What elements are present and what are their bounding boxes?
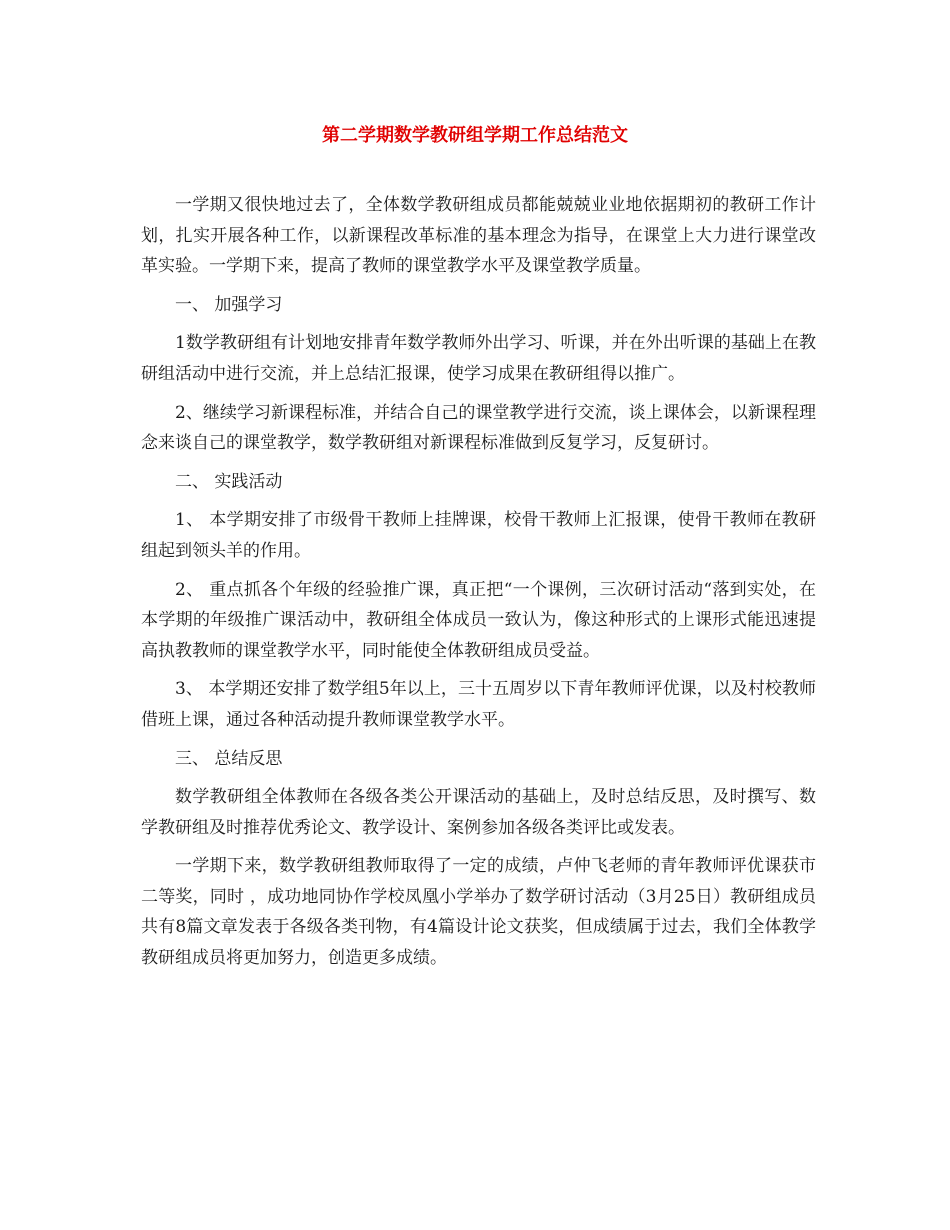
paragraph-2-2: 2、 重点抓各个年级的经验推广课，真正把“一个课例，三次研讨活动“落到实处，在本学期的年级推广课活动中，教研组全体成员一致认为，像这种形式的上课形式能迅速提高执教教师的课堂教学水平，同时能使全体教研组成员受益。 [141, 579, 816, 661]
section-heading-3: 三、 总结反思 [175, 748, 283, 769]
paragraph-2-3: 3、 本学期还安排了数学组5年以上，三十五周岁以下青年教师评优课，以及村校教师借班上课，通过各种活动提升教师课堂教学水平。 [141, 679, 816, 730]
section-heading-1: 一、 加强学习 [175, 294, 283, 315]
section-heading-2: 二、 实践活动 [175, 471, 283, 492]
paragraph-2-1: 1、 本学期安排了市级骨干教师上挂牌课，校骨干教师上汇报课，使骨干教师在教研组起到领头羊的作用。 [141, 510, 816, 561]
document-body [141, 190, 816, 982]
paragraph-1-1: 1数学教研组有计划地安排青年数学教师外出学习、听课，并在外出听课的基础上在教研组活动中进行交流，并上总结汇报课，使学习成果在教研组得以推广。 [141, 333, 816, 384]
paragraph-intro: 一学期又很快地过去了，全体数学教研组成员都能兢兢业业地依据期初的教研工作计划，扎实开展各种工作，以新课程改革标准的基本理念为指导，在课堂上大力进行课堂改革实验。一学期下来，提高了教师的课堂教学水平及课堂教学质量。 [141, 195, 816, 277]
paragraph-3-1: 数学教研组全体教师在各级各类公开课活动的基础上，及时总结反思，及时撰写、数学教研组及时推荐优秀论文、教学设计、案例参加各级各类评比或发表。 [141, 787, 816, 838]
document-title: 第二学期数学教研组学期工作总结范文 [322, 125, 628, 146]
paragraph-3-2: 一学期下来，数学教研组教师取得了一定的成绩，卢仲飞老师的青年教师评优课获市二等奖，同时 ，成功地同协作学校凤凰小学举办了数学研讨活动（3月25日）教研组成员共有8篇文章发表于各级各类刊物，有4篇设计论文获奖，但成绩属于过去，我们全体教学教研组成员将更加努力，创造更多成绩。 [141, 856, 816, 969]
paragraph-1-2: 2、继续学习新课程标准，并结合自己的课堂教学进行交流，谈上课体会，以新课程理念来谈自己的课堂教学，数学教研组对新课程标准做到反复学习，反复研讨。 [141, 402, 816, 454]
